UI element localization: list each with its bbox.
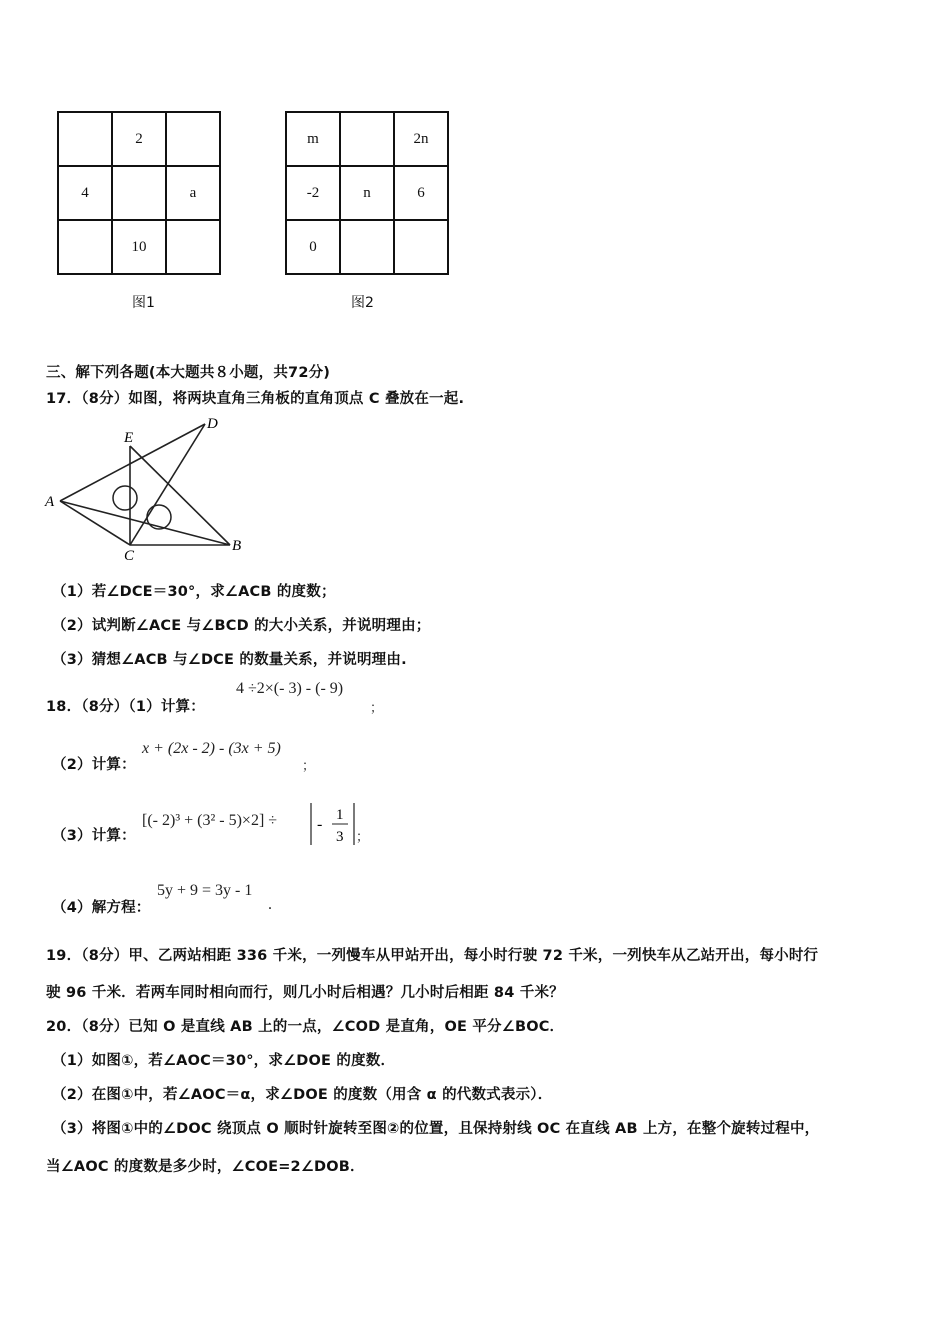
q17-part-3: （3）猜想∠ACB 与∠DCE 的数量关系，并说明理由.	[52, 652, 407, 668]
q18-part-3-minus: -	[317, 816, 323, 833]
q20-part-3-line-1: （3）将图①中的∠DOC 绕顶点 O 顺时针旋转至图②的位置，且保持射线 OC 在直线 AB 上方，在整个旋转过程中，	[52, 1121, 820, 1137]
q18-part-3-numerator: 1	[336, 807, 344, 823]
grid1-cell	[112, 166, 166, 220]
q18-part-2-semicolon: ；	[302, 758, 316, 773]
grid2-cell: 2n	[394, 112, 448, 166]
grid2-caption: 图2	[351, 295, 374, 311]
q20-part-2: （2）在图①中，若∠AOC＝α，求∠DOE 的度数（用含 α 的代数式表示）．	[52, 1087, 553, 1103]
triangle-acb	[60, 501, 230, 545]
q19-line-1: 19．（8分）甲、乙两站相距 336 千米，一列慢车从甲站开出，每小时行驶 72 千米，一列快车从乙站开出，每小时行	[46, 948, 819, 964]
section-header: 三、解下列各题(本大题共８小题，共72分)	[46, 365, 331, 381]
angle-mark-1	[113, 486, 137, 510]
q17-triangle-figure	[40, 412, 250, 564]
q17-stem: 17．（8分）如图，将两块直角三角板的直角顶点 C 叠放在一起.	[46, 391, 465, 407]
grid2-cell: 6	[394, 166, 448, 220]
angle-mark-2	[147, 505, 171, 529]
q17-part-2: （2）试判断∠ACE 与∠BCD 的大小关系，并说明理由；	[52, 618, 431, 634]
grid-figure-1	[57, 111, 221, 275]
segment-eb	[130, 446, 230, 545]
q17-part-1: （1）若∠DCE＝30°，求∠ACB 的度数；	[52, 584, 336, 600]
grid2-cell	[340, 220, 394, 274]
grid1-cell	[166, 220, 220, 274]
q18-part-2-expression: x + (2x - 2) - (3x + 5)	[142, 740, 281, 757]
segment-cd	[130, 424, 205, 545]
grid1-cell: 4	[58, 166, 112, 220]
q18-part-4-label: （4）解方程：	[52, 900, 151, 916]
grid1-cell	[166, 112, 220, 166]
grid1-cell	[58, 220, 112, 274]
q18-part-3-expression: [(- 2)³ + (3² - 5)×2] ÷	[142, 812, 278, 829]
q18-part-4-period: .	[268, 896, 272, 913]
q18-part-1-semicolon: ；	[370, 700, 384, 715]
grid1-cell: a	[166, 166, 220, 220]
grid1-cell	[58, 112, 112, 166]
grid1-cell: 2	[112, 112, 166, 166]
grid2-cell	[394, 220, 448, 274]
q19-line-2: 驶 96 千米．若两车同时相向而行，则几小时后相遇？几小时后相距 84 千米？	[46, 985, 564, 1001]
grid2-cell: 0	[286, 220, 340, 274]
label-c: C	[124, 548, 135, 564]
q18-part-2-label: （2）计算：	[52, 757, 136, 773]
q18-part-3-abs-fraction	[308, 800, 358, 848]
grid2-cell	[340, 112, 394, 166]
grid2-cell: n	[340, 166, 394, 220]
grid1-caption: 图1	[132, 295, 155, 311]
q18-part-3-label: （3）计算：	[52, 828, 136, 844]
q20-stem: 20．（8分）已知 O 是直线 AB 上的一点，∠COD 是直角，OE 平分∠BOC．	[46, 1019, 565, 1035]
q18-part-3-denominator: 3	[336, 829, 344, 845]
label-e: E	[124, 430, 134, 446]
grid2-cell: m	[286, 112, 340, 166]
label-b: B	[232, 538, 242, 554]
q18-part-3-semicolon: ；	[356, 829, 370, 844]
grid2-cell: -2	[286, 166, 340, 220]
q18-part-4-equation: 5y + 9 = 3y - 1	[157, 882, 253, 899]
q18-part-1-expression: 4 ÷2×(- 3) - (- 9)	[236, 680, 344, 697]
grid-figure-2	[285, 111, 449, 275]
q18-part-1-label: 18．（8分）（1）计算：	[46, 699, 205, 715]
grid1-cell: 10	[112, 220, 166, 274]
q20-part-1: （1）如图①，若∠AOC＝30°，求∠DOE 的度数．	[52, 1053, 396, 1069]
q20-part-3-line-2: 当∠AOC 的度数是多少时，∠COE=2∠DOB．	[46, 1159, 365, 1175]
label-d: D	[207, 416, 218, 432]
label-a: A	[45, 494, 55, 510]
